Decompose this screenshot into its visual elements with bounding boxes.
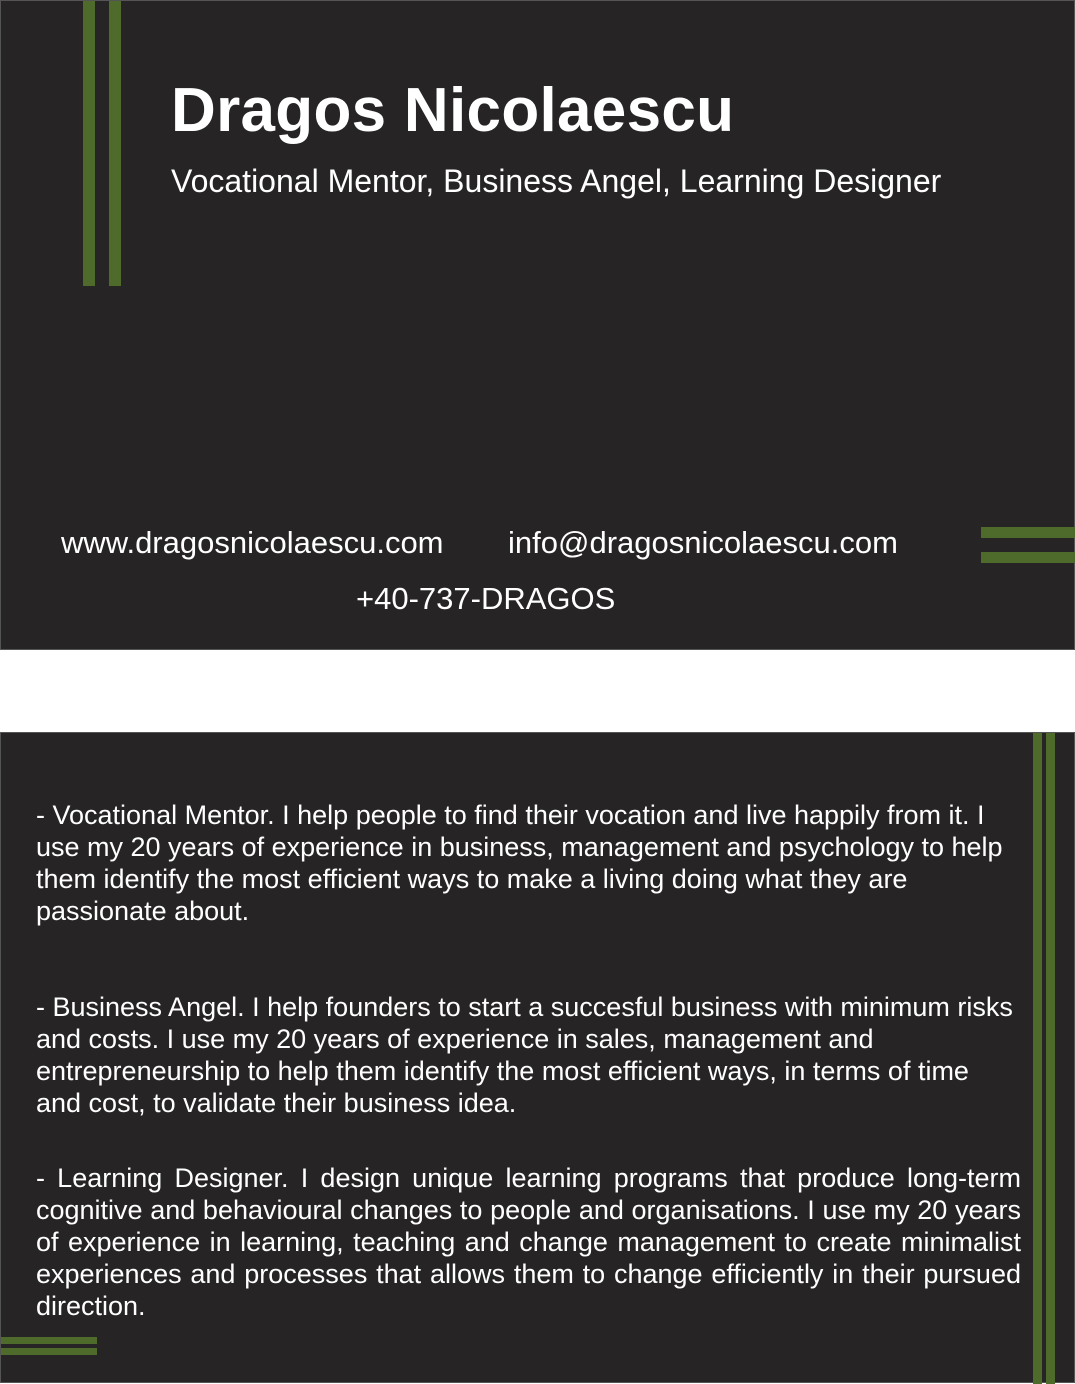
learning-designer-paragraph: - Learning Designer. I design unique learning programs that produce long-term cognitive and behavioural changes to people and organisations. I use my 20 years of experience in learning, teaching and change management to create minimalist experiences and processes that allows them to change efficiently in their pursued direction. (36, 1163, 1021, 1321)
email-link[interactable]: info@dragosnicolaescu.com (508, 525, 898, 560)
business-card-back (0, 732, 1075, 1383)
person-tagline: Vocational Mentor, Business Angel, Learning Designer (171, 163, 942, 199)
accent-bar-horizontal-bottom (1, 1348, 97, 1355)
accent-bar-horizontal-bottom (981, 552, 1075, 563)
business-card-front (0, 0, 1075, 650)
person-name: Dragos Nicolaescu (171, 76, 735, 145)
accent-bar-vertical-right (1046, 733, 1055, 1384)
accent-bar-vertical-right (109, 1, 121, 286)
accent-bar-vertical-left (1033, 733, 1042, 1384)
vocational-mentor-paragraph: - Vocational Mentor. I help people to find their vocation and live happily from it. I use my 20 years of experience in business, management and psychology to help them identify the most efficient ways to make a living doing what they are passionate about. (36, 800, 1003, 926)
accent-bar-vertical-left (83, 1, 95, 286)
phone-number[interactable]: +40-737-DRAGOS (356, 581, 616, 616)
website-link[interactable]: www.dragosnicolaescu.com (61, 525, 444, 560)
accent-bar-horizontal-top (981, 527, 1075, 538)
accent-bar-horizontal-top (1, 1337, 97, 1344)
business-angel-paragraph: - Business Angel. I help founders to start a succesful business with minimum risks and costs. I use my 20 years of experience in sales, management and entrepreneurship to help them identify the most efficient ways, in terms of time and cost, to validate their business idea. (36, 992, 1013, 1118)
